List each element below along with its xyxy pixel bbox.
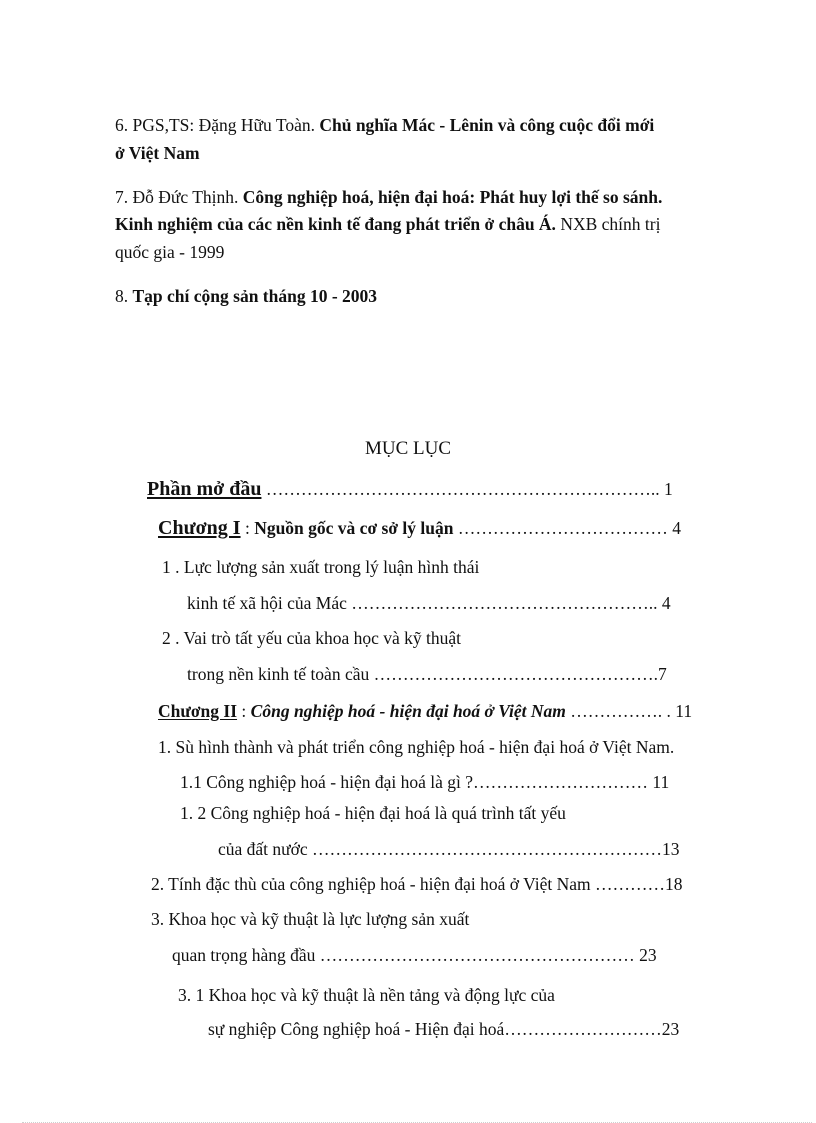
reference-7-title: Công nghiệp hoá, hiện đại hoá: Phát huy lợi thế so sánh.	[242, 187, 663, 207]
reference-7-subtitle: Kinh nghiệm của các nền kinh tế đang phát triển ở châu Á.	[115, 214, 556, 234]
toc-entry-2-1[interactable]: 1. Sù hình thành và phát triển công nghiệp hoá - hiện đại hoá ở Việt Nam.	[158, 737, 675, 757]
toc-entry-chapter-1[interactable]	[158, 517, 681, 539]
toc-entry-1-1-cont[interactable]: kinh tế xã hội của Mác …………………………………………….. 4	[187, 593, 671, 613]
toc-chapter-2-sep: :	[237, 701, 251, 721]
toc-chapter-2-leader: ……………. . 11	[565, 701, 693, 721]
toc-entry-2-1-2-cont[interactable]: của đất nước ……………………………………………………13	[218, 839, 680, 859]
toc-entry-2-2[interactable]: 2. Tính đặc thù của công nghiệp hoá - hiện đại hoá ở Việt Nam …………18	[151, 874, 683, 894]
toc-entry-2-3-1-cont[interactable]: sự nghiệp Công nghiệp hoá - Hiện đại hoá………………………23	[208, 1019, 680, 1039]
toc-entry-2-1-2[interactable]: 1. 2 Công nghiệp hoá - hiện đại hoá là quá trình tất yếu	[180, 803, 566, 823]
reference-6-title: Chủ nghĩa Mác - Lênin và công cuộc đổi mới	[319, 115, 655, 135]
toc-entry-1-2-cont[interactable]: trong nền kinh tế toàn cầu ………………………………………….7	[187, 664, 667, 684]
reference-8-line-1	[115, 285, 377, 307]
toc-intro-leader: ………………………………………………………….. 1	[261, 479, 673, 499]
toc-entry-2-1-1[interactable]: 1.1 Công nghiệp hoá - hiện đại hoá là gì ?………………………… 11	[180, 772, 670, 792]
toc-entry-1-2[interactable]: 2 . Vai trò tất yếu của khoa học và kỹ thuật	[162, 628, 462, 648]
reference-6-line-1	[115, 114, 654, 136]
reference-6-line-2: ở Việt Nam	[115, 143, 200, 163]
toc-entry-chapter-2[interactable]	[158, 700, 692, 722]
toc-entry-2-3-cont[interactable]: quan trọng hàng đầu ……………………………………………… 23	[172, 945, 657, 965]
toc-chapter-2-title: Công nghiệp hoá - hiện đại hoá ở Việt Nam	[250, 701, 566, 721]
toc-entry-2-3-1[interactable]: 3. 1 Khoa học và kỹ thuật là nền tảng và động lực của	[178, 985, 555, 1005]
toc-title: MỤC LỤC	[364, 438, 452, 459]
toc-chapter-1-sep: :	[240, 518, 255, 538]
toc-chapter-1-label: Chương I	[158, 517, 241, 539]
toc-chapter-1-title: Nguồn gốc và cơ sở lý luận	[254, 518, 454, 538]
toc-chapter-2-label: Chương II	[158, 701, 238, 721]
toc-intro-label: Phần mở đầu	[147, 478, 262, 500]
toc-entry-intro[interactable]	[147, 478, 673, 500]
reference-8-number: 8.	[115, 286, 133, 306]
toc-entry-2-3[interactable]: 3. Khoa học và kỹ thuật là lực lượng sản xuất	[151, 909, 470, 929]
reference-6-author: 6. PGS,TS: Đặng Hữu Toàn.	[115, 115, 320, 135]
toc-chapter-1-leader: ……………………………… 4	[453, 518, 681, 538]
reference-7-author: 7. Đỗ Đức Thịnh.	[115, 187, 243, 207]
reference-7-publisher: NXB chính trị	[555, 214, 661, 234]
reference-7-line-2	[115, 213, 660, 235]
reference-7-line-1	[115, 186, 662, 208]
reference-8-title: Tạp chí cộng sản tháng 10 - 2003	[132, 286, 378, 306]
toc-entry-1-1[interactable]: 1 . Lực lượng sản xuất trong lý luận hình thái	[162, 557, 480, 577]
reference-7-line-3: quốc gia - 1999	[115, 242, 225, 262]
